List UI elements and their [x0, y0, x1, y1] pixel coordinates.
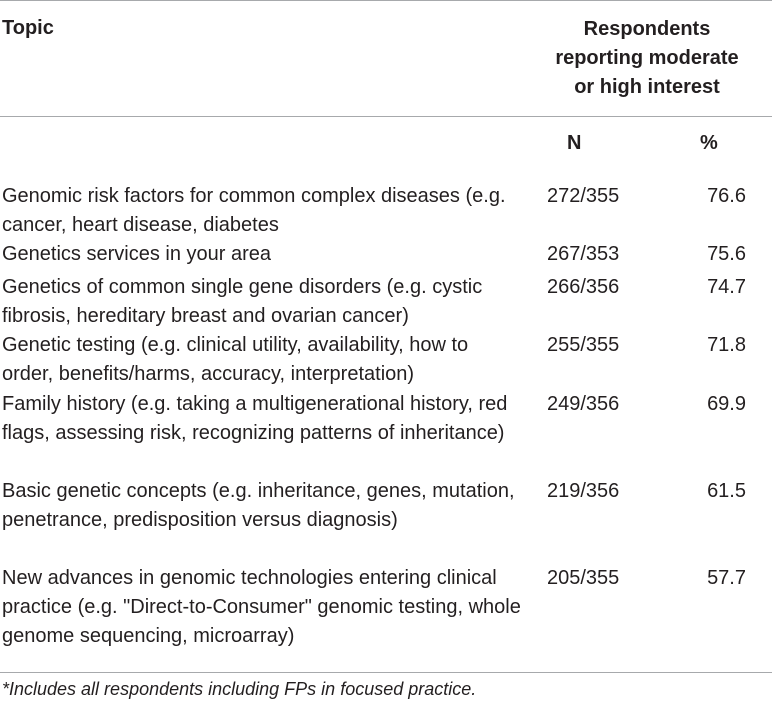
- table-row: [0, 477, 772, 564]
- row-percent: 76.6: [707, 185, 746, 207]
- header-respondents-line3: or high interest: [574, 76, 720, 98]
- table-row: [0, 240, 772, 273]
- row-topic: Family history (e.g. taking a multigenerational history, red flags, assessing risk, recognizing patterns of inheritance): [2, 393, 508, 444]
- row-topic: Genomic risk factors for common complex diseases (e.g. cancer, heart disease, diabetes: [2, 185, 506, 236]
- table-row: [0, 331, 772, 390]
- row-n: 266/356: [547, 276, 620, 298]
- row-percent: 61.5: [707, 480, 746, 502]
- header-n: N: [567, 132, 582, 154]
- row-n: 272/355: [547, 185, 620, 207]
- row-n: 205/355: [547, 567, 620, 589]
- top-rule: [0, 0, 772, 1]
- table-row: [0, 182, 772, 240]
- table-row: [0, 273, 772, 331]
- footnote: *Includes all respondents including FPs in focused practice.: [2, 679, 477, 699]
- table-row: [0, 390, 772, 477]
- header-percent: %: [700, 132, 718, 154]
- header-respondents: [534, 15, 760, 102]
- row-n: 219/356: [547, 480, 620, 502]
- row-percent: 75.6: [707, 243, 746, 265]
- row-percent: 69.9: [707, 393, 746, 415]
- table-row: [0, 564, 772, 651]
- row-topic: Genetics of common single gene disorders (e.g. cystic fibrosis, hereditary breast and ovarian cancer): [2, 276, 483, 327]
- header-rule: [0, 116, 772, 117]
- bottom-rule: [0, 672, 772, 673]
- row-percent: 57.7: [707, 567, 746, 589]
- row-n: 249/356: [547, 393, 620, 415]
- row-percent: 74.7: [707, 276, 746, 298]
- header-topic: Topic: [2, 17, 54, 39]
- row-topic: New advances in genomic technologies entering clinical practice (e.g. "Direct-to-Consumer" genomic testing, whole genome sequencing, microarray): [2, 567, 521, 647]
- row-topic: Genetic testing (e.g. clinical utility, availability, how to order, benefits/harms, accuracy, interpretation): [2, 334, 469, 385]
- row-topic: Basic genetic concepts (e.g. inheritance, genes, mutation, penetrance, predisposition versus diagnosis): [2, 480, 515, 531]
- header-respondents-line1: Respondents: [583, 18, 711, 40]
- row-percent: 71.8: [707, 334, 746, 356]
- header-respondents-line2: reporting moderate: [555, 47, 739, 69]
- row-n: 255/355: [547, 334, 620, 356]
- row-n: 267/353: [547, 243, 620, 265]
- row-topic: Genetics services in your area: [2, 243, 272, 265]
- table-body: [0, 182, 772, 651]
